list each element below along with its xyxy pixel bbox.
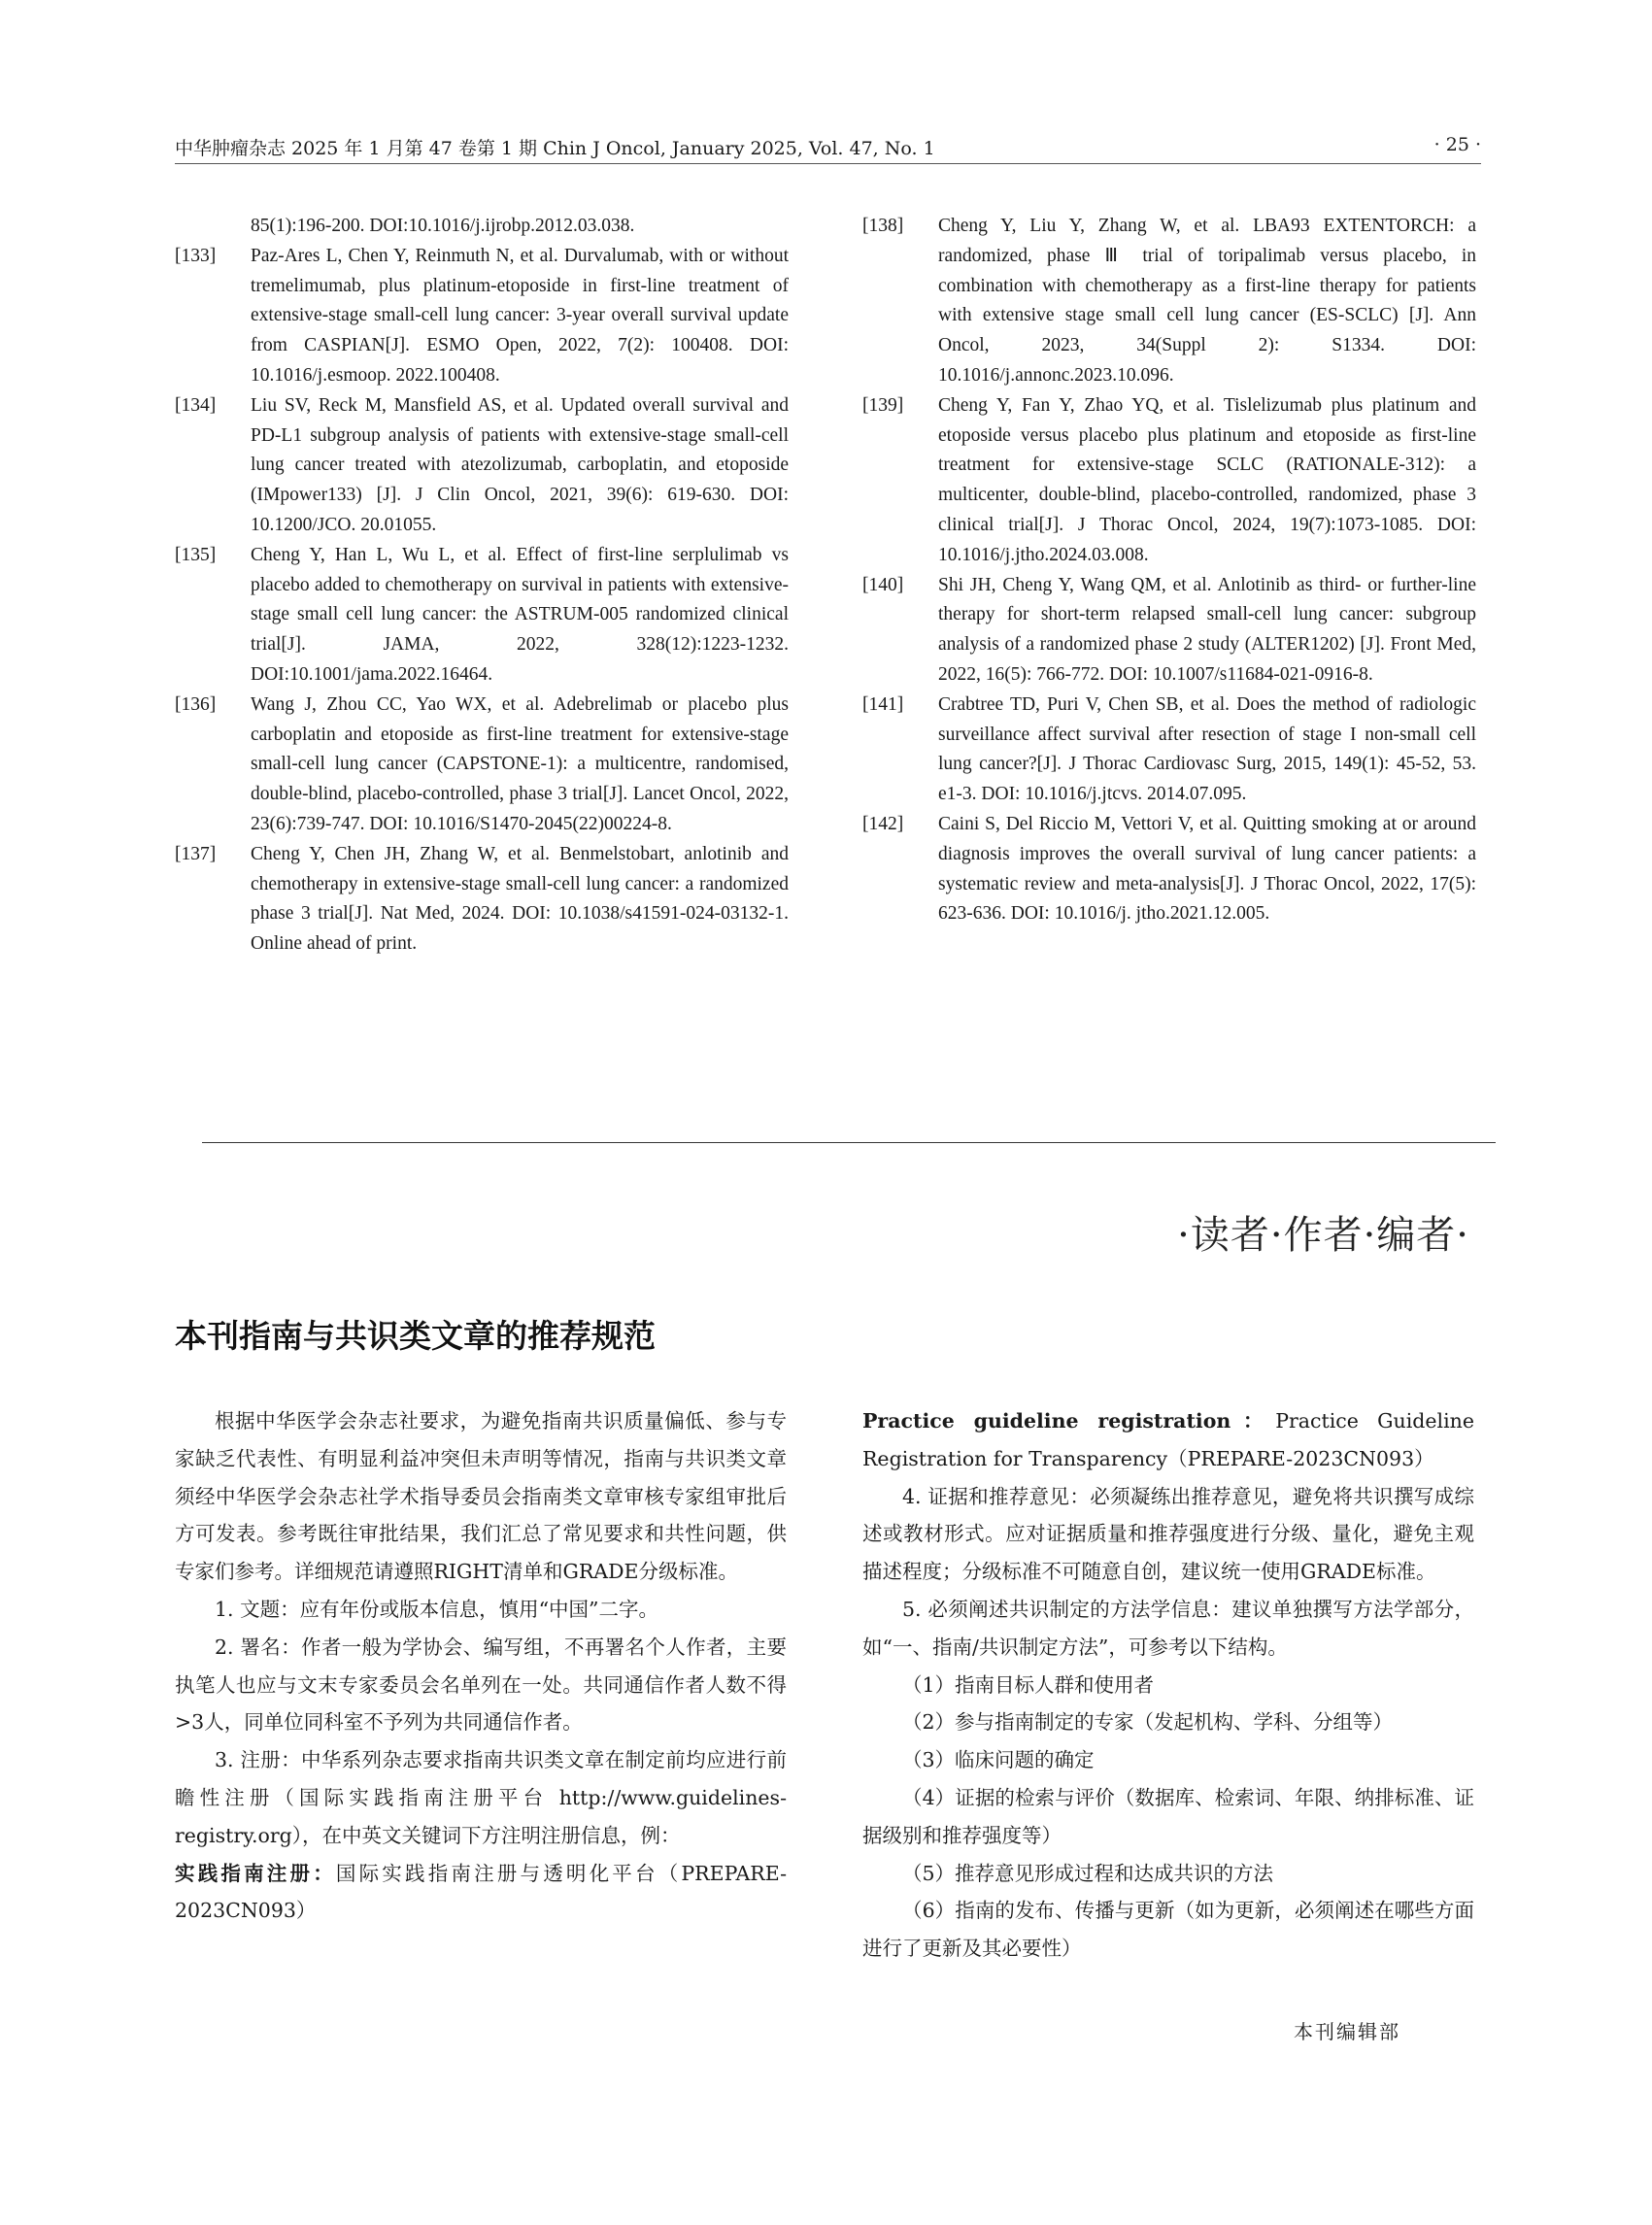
- reference-134: [134] Liu SV, Reck M, Mansfield AS, et al. Updated overall survival and PD-L1 subgroup analysis of patients with extensive-stage small-cell lung cancer treated with atezolizumab, carboplatin, and etoposide (IMpower133) [J]. J Clin Oncol, 2021, 39(6): 619-630. DOI: 10.1200/JCO. 20.01055.: [175, 394, 789, 535]
- reference-139: [139] Cheng Y, Fan Y, Zhao YQ, et al. Tislelizumab plus platinum and etoposide versus placebo plus platinum and etoposide as first-line treatment for extensive-stage SCLC (RATIONALE-312): a multicenter, double-blind, placebo-controlled, randomized, phase 3 clinical trial[J]. J Thorac Oncol, 2024, 19(7):1073-1085. DOI: 10.1016/j.jtho.2024.03.008.: [862, 394, 1476, 565]
- registration-text-cn: 国际实践指南注册与透明化平台（PREPARE-2023CN093）: [175, 1861, 788, 1923]
- reference-133: [133] Paz-Ares L, Chen Y, Reinmuth N, et al. Durvalumab, with or without tremelimumab, plus platinum-etoposide in first-line treatment of extensive-stage small-cell lung cancer: 3-year overall survival update from CASPIAN[J]. ESMO Open, 2022, 7(2): 100408. DOI: 10.1016/j.esmoop. 2022.100408.: [175, 245, 789, 386]
- reference-continuation: 85(1):196-200. DOI:10.1016/j.ijrobp.2012.03.038.: [251, 216, 635, 236]
- article-body-left: [175, 1402, 787, 1930]
- structure-item: （6）指南的发布、传播与更新（如为更新，必须阐述在哪些方面进行了更新及其必要性）: [862, 1899, 1474, 1961]
- reference-135: [135] Cheng Y, Han L, Wu L, et al. Effect of first-line serplulimab vs placebo added to chemotherapy on survival in patients with extensive-stage small cell lung cancer: the ASTRUM-005 randomized clinical trial[J]. JAMA, 2022, 328(12):1223-1232. DOI:10.1001/jama.2022.16464.: [175, 544, 789, 685]
- reference-138: [138] Cheng Y, Liu Y, Zhang W, et al. LBA93 EXTENTORCH: a randomized, phase Ⅲ trial of toripalimab versus placebo, in combination with chemotherapy as a first-line therapy for patients with extensive stage small cell lung cancer (ES-SCLC) [J]. Ann Oncol, 2023, 34(Suppl 2): S1334. DOI: 10.1016/j.annonc.2023.10.096.: [862, 216, 1476, 386]
- reference-137: [137] Cheng Y, Chen JH, Zhang W, et al. Benmelstobart, anlotinib and chemotherapy in extensive-stage small-cell lung cancer: a randomized phase 3 trial[J]. Nat Med, 2024. DOI: 10.1038/s41591-024-03132-1. Online ahead of print.: [175, 843, 789, 955]
- structure-item: （3）临床问题的确定: [902, 1748, 1095, 1772]
- item-methodology-rule: 5. 必须阐述共识制定的方法学信息：建议单独撰写方法学部分，如“一、指南/共识制定方法”，可参考以下结构。: [862, 1597, 1474, 1659]
- article-body-right: [862, 1402, 1474, 1968]
- reference-136: [136] Wang J, Zhou CC, Yao WX, et al. Adebrelimab or placebo plus carboplatin and etoposide as first-line treatment for extensive-stage small-cell lung cancer (CAPSTONE-1): a multicentre, randomised, double-blind, placebo-controlled, phase 3 trial[J]. Lancet Oncol, 2022, 23(6):739-747. DOI: 10.1016/S1470-2045(22)00224-8.: [175, 693, 789, 834]
- editorial-signature: 本刊编辑部: [1294, 2020, 1400, 2043]
- journal-citation: 中华肿瘤杂志 2025 年 1 月第 47 卷第 1 期 Chin J Oncol, January 2025, Vol. 47, No. 1: [175, 138, 935, 159]
- running-header: [175, 134, 1481, 164]
- item-authorship-rule: 2. 署名：作者一般为学协会、编写组，不再署名个人作者，主要执笔人也应与文末专家委员会名单列在一处。共同通信作者人数不得>3人，同单位同科室不予列为共同通信作者。: [175, 1635, 787, 1735]
- reference-141: [141] Crabtree TD, Puri V, Chen SB, et al. Does the method of radiologic surveillance affect survival after resection of stage I non-small cell lung cancer?[J]. J Thorac Cardiovasc Surg, 2015, 149(1): 45-52, 53. e1-3. DOI: 10.1016/j.jtcvs. 2014.07.095.: [862, 693, 1476, 805]
- reference-142: [142] Caini S, Del Riccio M, Vettori V, et al. Quitting smoking at or around diagnosis improves the overall survival of lung cancer patients: a systematic review and meta-analysis[J]. J Thorac Oncol, 2022, 17(5): 623-636. DOI: 10.1016/j. jtho.2021.12.005.: [862, 813, 1476, 925]
- reference-list-left: [175, 212, 789, 960]
- structure-item: （4）证据的检索与评价（数据库、检索词、年限、纳排标准、证据级别和推荐强度等）: [862, 1785, 1474, 1847]
- item-evidence-rule: 4. 证据和推荐意见：必须凝练出推荐意见，避免将共识撰写成综述或教材形式。应对证据质量和推荐强度进行分级、量化，避免主观描述程度；分级标准不可随意自创，建议统一使用GRADE标准。: [862, 1484, 1474, 1584]
- intro-paragraph: 根据中华医学会杂志社要求，为避免指南共识质量偏低、参与专家缺乏代表性、有明显利益冲突但未声明等情况，指南与共识类文章须经中华医学会杂志社学术指导委员会指南类文章审核专家组审批后方可发表。参考既往审批结果，我们汇总了常见要求和共性问题，供专家们参考。详细规范请遵照RIGHT清单和GRADE分级标准。: [175, 1409, 787, 1584]
- registration-text-en: Practice Guideline Registration for Transparency（PREPARE-2023CN093）: [862, 1409, 1474, 1470]
- registration-example-en: [862, 1402, 1474, 1478]
- registration-label-cn: 实践指南注册：: [175, 1861, 336, 1885]
- column-label: ·读者·作者·编者·: [1177, 1213, 1469, 1258]
- article-title: 本刊指南与共识类文章的推荐规范: [175, 1317, 656, 1355]
- page-number: · 25 ·: [1433, 134, 1481, 155]
- item-title-rule: 1. 文题：应有年份或版本信息，慎用“中国”二字。: [215, 1597, 659, 1621]
- registration-label-en: Practice guideline registration：: [862, 1409, 1276, 1433]
- structure-item: （1）指南目标人群和使用者: [902, 1672, 1155, 1697]
- section-divider: [202, 1142, 1496, 1143]
- reference-140: [140] Shi JH, Cheng Y, Wang QM, et al. Anlotinib as third- or further-line therapy for short-term relapsed small-cell lung cancer: subgroup analysis of a randomized phase 2 study (ALTER1202) [J]. Front Med, 2022, 16(5): 766-772. DOI: 10.1007/s11684-021-0916-8.: [862, 574, 1476, 685]
- structure-item: （5）推荐意见形成过程和达成共识的方法: [902, 1861, 1274, 1885]
- reference-list-right: [862, 212, 1476, 929]
- structure-item: （2）参与指南制定的专家（发起机构、学科、分组等）: [902, 1710, 1394, 1735]
- item-registration-rule: 3. 注册：中华系列杂志要求指南共识类文章在制定前均应进行前瞻性注册（国际实践指南注册平台 http://www.guidelines-registry.org），在中英文关键词下方注明注册信息，例：: [175, 1748, 787, 1847]
- registration-example-cn: [175, 1855, 787, 1931]
